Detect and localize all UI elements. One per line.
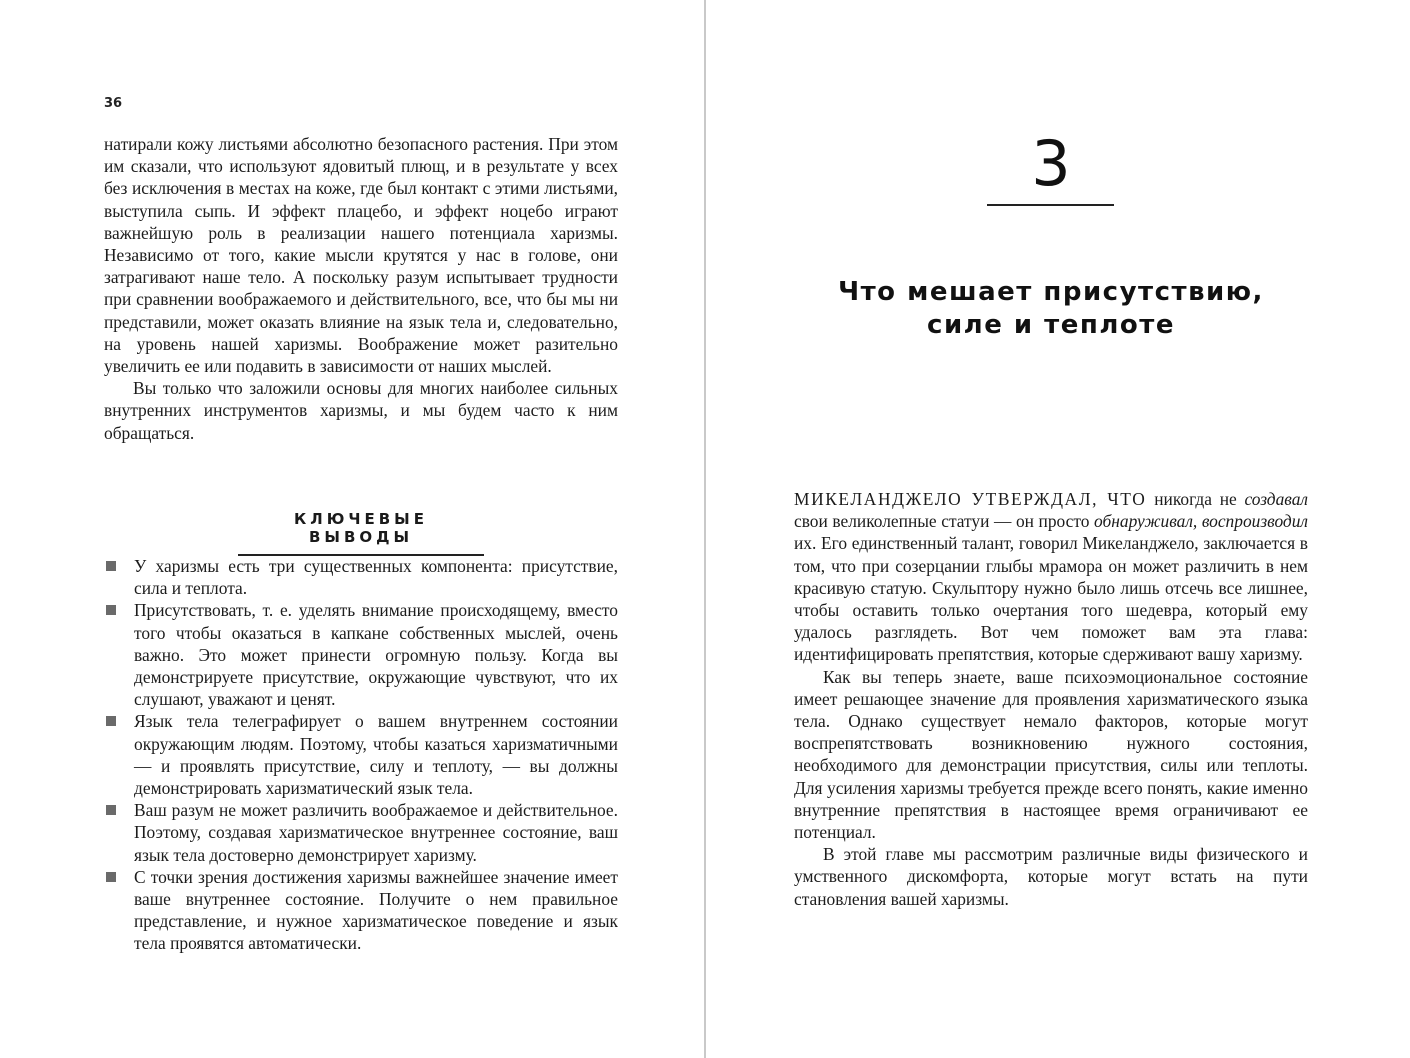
paragraph: Вы только что заложили основы для многих наиболее сильных внутренних инструментов харизмы, и мы будем часто к ним обращаться. [104, 378, 618, 443]
left-page [0, 0, 704, 1058]
list-item [104, 866, 618, 955]
list-item [104, 799, 618, 866]
right-body-text [794, 488, 1308, 910]
list-item-text: Ваш разум не может различить воображаемое и действительное. Поэтому, создавая харизматическое внутреннее состояние, ваш язык тела достоверно демонстрирует харизму. [134, 800, 618, 865]
chapter-divider [987, 204, 1114, 206]
list-item-text: У харизмы есть три существенных компонента: присутствие, сила и теплота. [134, 556, 618, 599]
chapter-title [810, 276, 1292, 342]
list-item [104, 710, 618, 799]
chapter-number: 3 [1031, 127, 1071, 200]
list-item-text: Язык тела телеграфирует о вашем внутреннем состоянии окружающим людям. Поэтому, чтобы казаться харизматичными — и проявлять присутствие, силу и теплоту, — вы должны демонстрировать харизматический язык тела. [134, 711, 618, 799]
right-page [706, 0, 1410, 1058]
list-item [104, 555, 618, 599]
chapter-title-line: силе и теплоте [927, 310, 1175, 340]
lead-in-smallcaps: МИКЕЛАНДЖЕЛО УТВЕРЖДАЛ, ЧТО [794, 489, 1147, 509]
square-bullet-icon [106, 561, 116, 571]
list-item-text: Присутствовать, т. е. уделять внимание происходящему, вместо того чтобы оказаться в капкане собственных мыслей, очень важно. Это может принести огромную пользу. Когда вы демонстрируете присутствие, окружающие чувствуют, что их слушают, уважают и ценят. [134, 600, 618, 710]
square-bullet-icon [106, 605, 116, 615]
paragraph: Как вы теперь знаете, ваше психоэмоциональное состояние имеет решающее значение для проявления харизматического языка тела. Однако существует немало факторов, которые могут воспрепятствовать возникновению нужного состояния, необходимого для демонстрации присутствия, силы или теплоты. Для усиления харизмы требуется прежде всего понять, какие именно внутренние препятствия в настоящее время ограничивают ее потенциал. [794, 666, 1308, 843]
list-item [104, 599, 618, 710]
chapter-title-line: Что мешает присутствию, [838, 277, 1264, 307]
square-bullet-icon [106, 872, 116, 882]
square-bullet-icon [106, 805, 116, 815]
left-body-text [104, 133, 618, 444]
paragraph: В этой главе мы рассмотрим различные виды физического и умственного дискомфорта, которые могут встать на пути становления вашей харизмы. [794, 844, 1308, 909]
italic-text: создавал [1244, 489, 1308, 509]
paragraph: МИКЕЛАНДЖЕЛО УТВЕРЖДАЛ, ЧТО никогда не создавал свои великолепные статуи — он просто обнаруживал, воспроизводил их. Его единственный талант, говорил Микеланджело, заключается в том, что при созерцании глыбы мрамора он может различить в нем красивую статую. Скульптору нужно было лишь отсечь все лишнее, чтобы оставить только очертания того шедевра, который ему удалось разглядеть. Вот чем поможет вам эта глава: идентифицировать препятствия, которые сдерживают вашу харизму. [794, 489, 1308, 665]
key-takeaways-heading: КЛЮЧЕВЫЕ ВЫВОДЫ [238, 510, 484, 556]
square-bullet-icon [106, 716, 116, 726]
italic-text: обнаруживал, воспроизводил [1094, 511, 1308, 532]
paragraph: натирали кожу листьями абсолютно безопасного растения. При этом им сказали, что используют ядовитый плющ, и в результате у всех без исключения в местах на коже, где был контакт с этими листьями, выступила сыпь. И эффект плацебо, и эффект ноцебо играют важнейшую роль в реализации нашего потенциала харизмы. Независимо от того, какие мысли крутятся у нас в голове, они затрагивают наше тело. А поскольку разум испытывает трудности при сравнении воображаемого и действительного, все, что бы мы ни представили, может оказать влияние на язык тела и, следовательно, на уровень нашей харизмы. Воображение может разительно увеличить ее или подавить в зависимости от наших мыслей. [104, 134, 618, 377]
key-takeaways-list [104, 555, 618, 955]
list-item-text: С точки зрения достижения харизмы важнейшее значение имеет ваше внутреннее состояние. Получите о нем правильное представление, и нужное харизматическое поведение и язык тела проявятся автоматически. [134, 866, 618, 954]
page-number: 36 [104, 96, 123, 111]
